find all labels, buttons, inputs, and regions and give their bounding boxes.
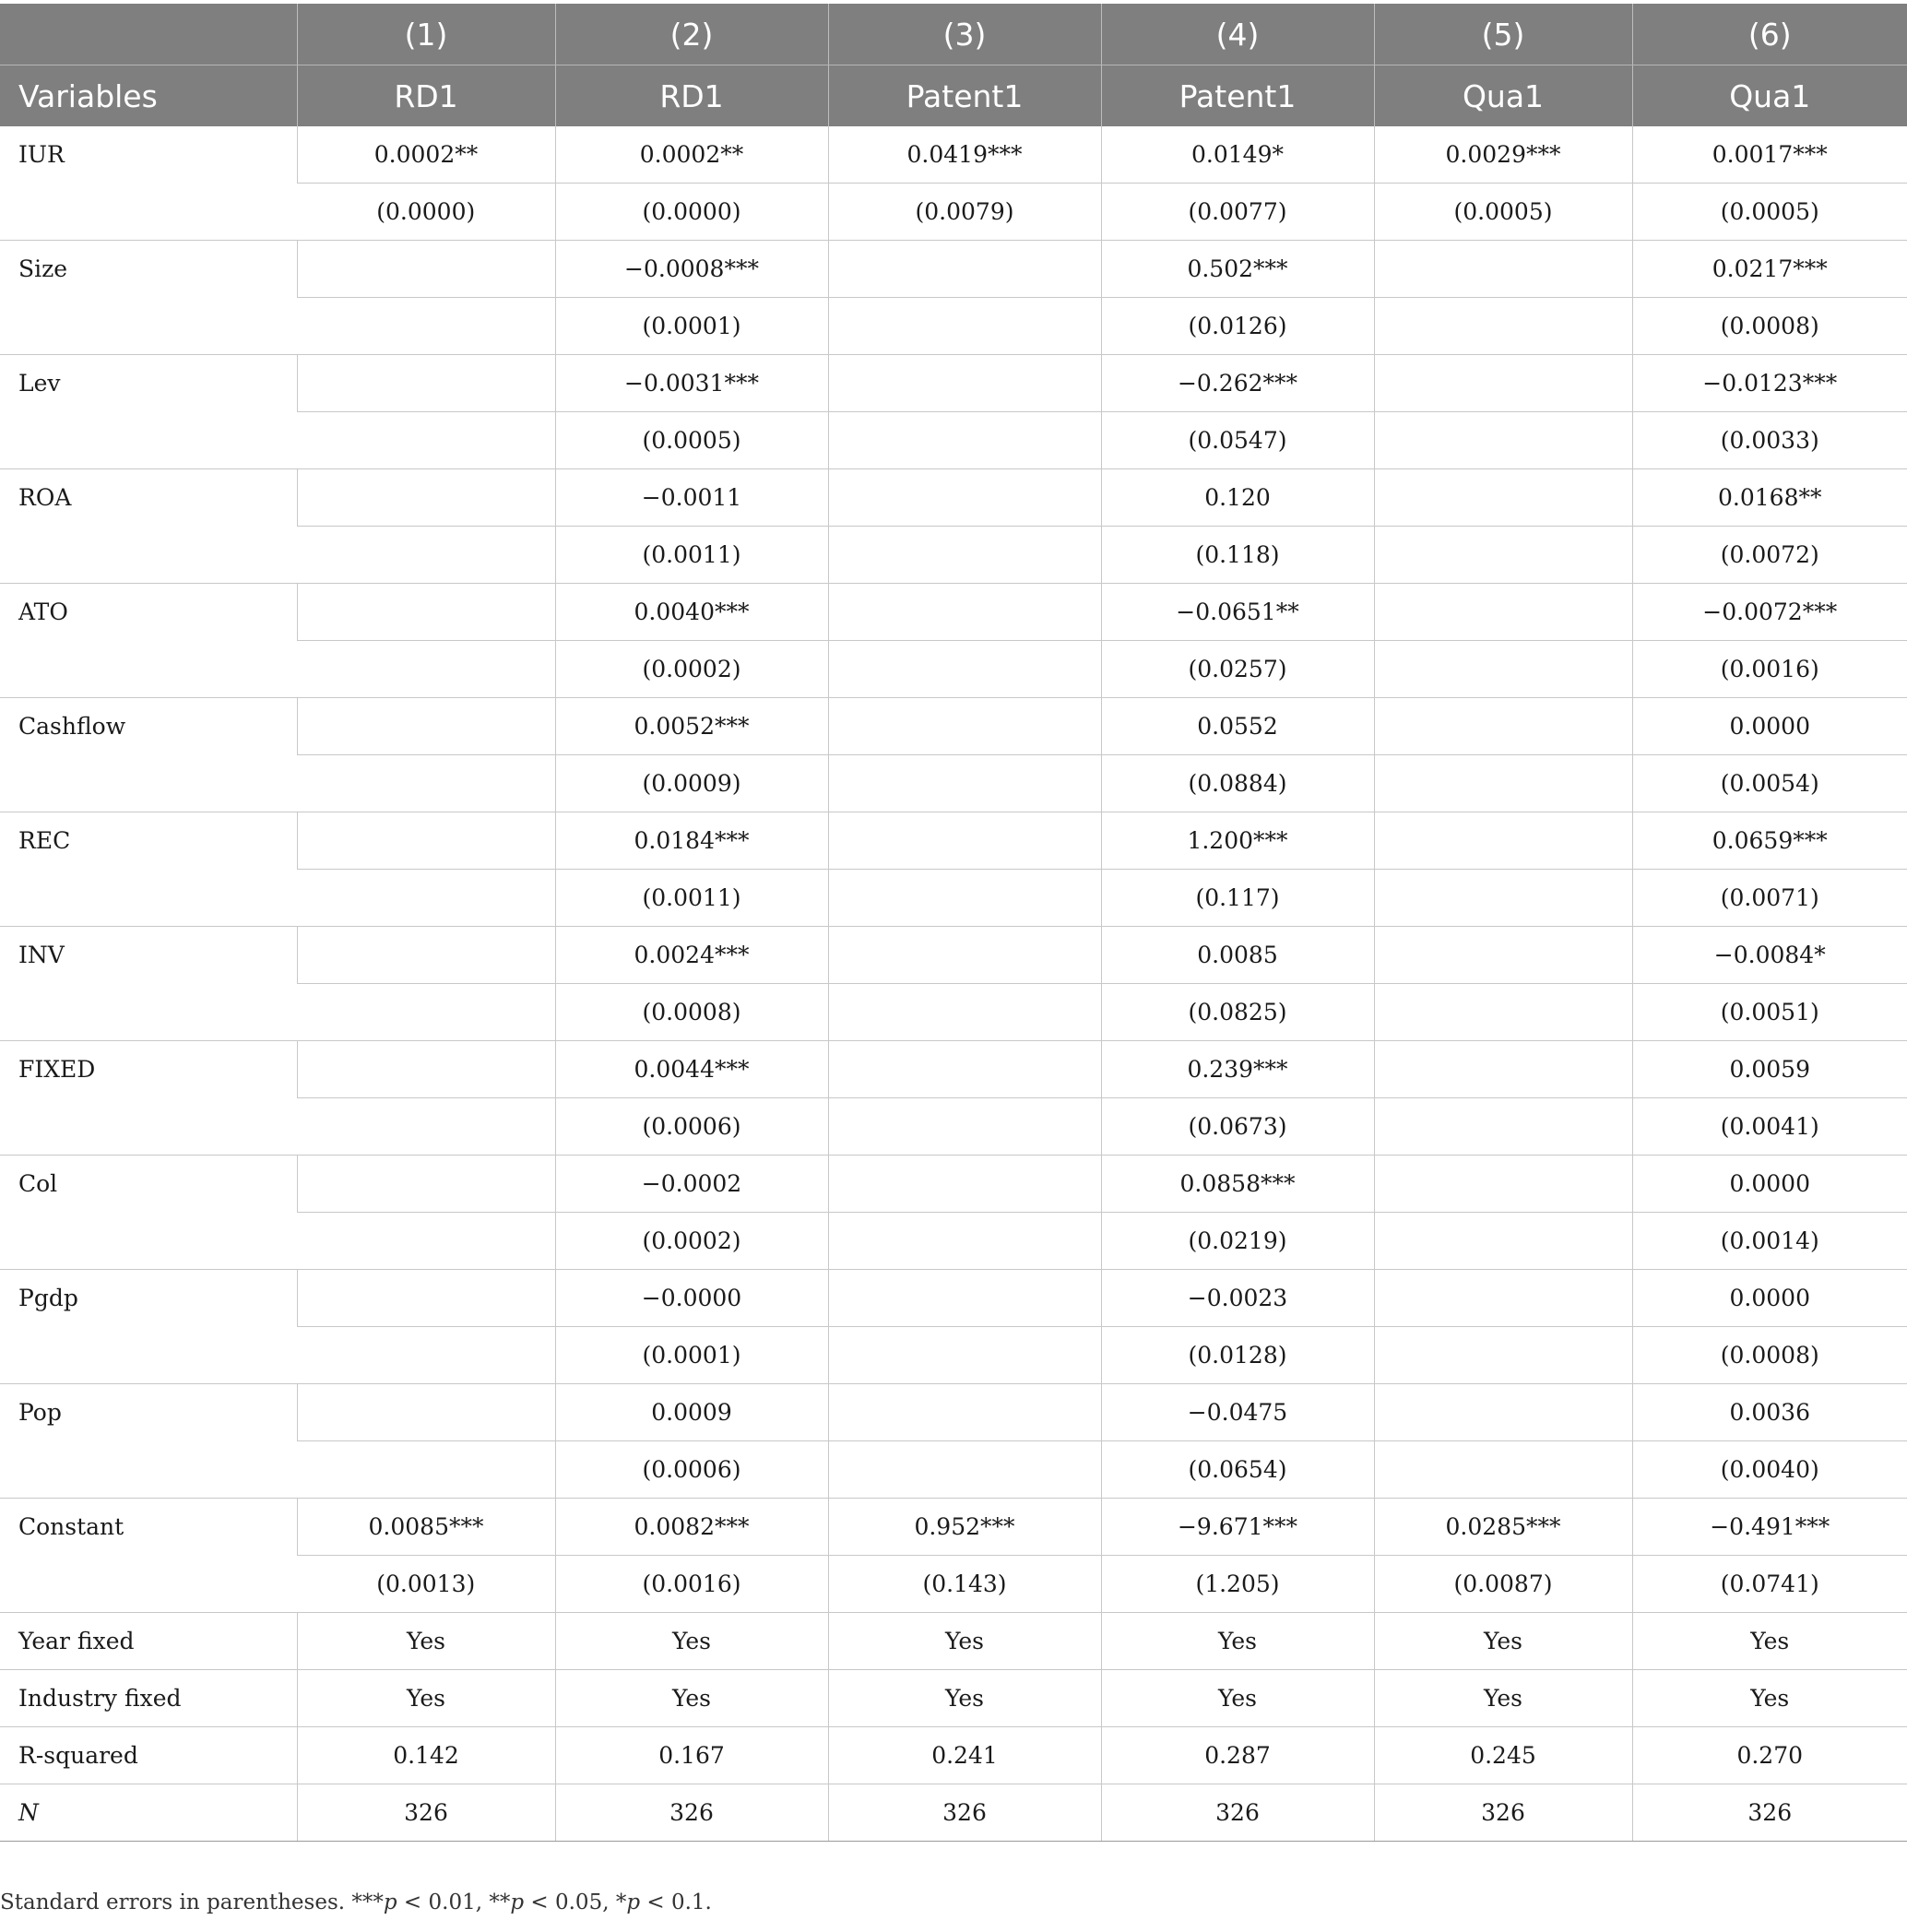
coefficient-cell [1374,927,1632,984]
coefficient-cell [297,1270,555,1327]
standard-error-cell: (0.0005) [1374,184,1632,241]
standard-error-cell: (0.0126) [1101,298,1374,355]
standard-error-cell [297,984,555,1041]
coefficient-cell: −9.671*** [1101,1499,1374,1556]
coefficient-cell [1374,1041,1632,1098]
summary-row-label: Year fixed [0,1613,297,1670]
coefficient-cell: −0.0002 [555,1156,828,1213]
standard-error-cell: (0.0257) [1101,641,1374,698]
coefficient-row [0,1384,1907,1441]
standard-error-cell [1374,298,1632,355]
standard-error-cell: (0.0002) [555,1213,828,1270]
coefficient-cell [297,1156,555,1213]
coefficient-cell: 0.0552 [1101,698,1374,755]
summary-row [0,1613,1907,1670]
coefficient-cell [297,241,555,298]
standard-error-cell [828,984,1101,1041]
standard-error-cell [297,870,555,927]
standard-error-cell: (0.0002) [555,641,828,698]
standard-error-cell: (0.0005) [1632,184,1907,241]
summary-value-cell: Yes [1374,1613,1632,1670]
table-header [0,4,1907,126]
coefficient-row [0,1041,1907,1098]
coefficient-cell: −0.0011 [555,469,828,527]
header-col-name: Patent1 [828,65,1101,127]
standard-error-cell: (0.0011) [555,870,828,927]
standard-error-cell [828,1441,1101,1499]
standard-error-cell [1374,1327,1632,1384]
coefficient-row [0,1499,1907,1556]
summary-value-cell: 326 [555,1784,828,1842]
header-col-number: (1) [297,4,555,65]
variable-name: Constant [0,1499,297,1613]
coefficient-cell: 0.239*** [1101,1041,1374,1098]
standard-error-cell [828,755,1101,812]
coefficient-cell: 0.0029*** [1374,126,1632,184]
standard-error-cell [297,755,555,812]
variable-name: Pop [0,1384,297,1499]
coefficient-row [0,584,1907,641]
standard-error-cell: (0.0040) [1632,1441,1907,1499]
coefficient-cell: 0.0036 [1632,1384,1907,1441]
coefficient-cell [828,698,1101,755]
standard-error-cell [1374,870,1632,927]
standard-error-cell: (0.0016) [555,1556,828,1613]
standard-error-cell: (0.0041) [1632,1098,1907,1156]
coefficient-cell [297,355,555,412]
standard-error-cell: (0.0071) [1632,870,1907,927]
standard-error-cell: (0.0128) [1101,1327,1374,1384]
coefficient-row [0,927,1907,984]
coefficient-cell: 0.0002** [555,126,828,184]
standard-error-cell [297,412,555,469]
standard-error-cell: (0.143) [828,1556,1101,1613]
summary-value-cell: 0.270 [1632,1727,1907,1784]
header-col-name: Qua1 [1632,65,1907,127]
coefficient-cell: 0.0419*** [828,126,1101,184]
standard-error-cell: (0.0013) [297,1556,555,1613]
summary-row [0,1670,1907,1727]
standard-error-cell: (0.0884) [1101,755,1374,812]
coefficient-cell [828,812,1101,870]
standard-error-cell: (0.0008) [1632,1327,1907,1384]
coefficient-cell: 0.0082*** [555,1499,828,1556]
summary-value-cell: 0.241 [828,1727,1101,1784]
standard-error-cell: (0.0011) [555,527,828,584]
standard-error-cell [828,527,1101,584]
summary-value-cell: Yes [1632,1613,1907,1670]
coefficient-row [0,355,1907,412]
coefficient-row [0,1270,1907,1327]
summary-value-cell: Yes [1374,1670,1632,1727]
summary-value-cell: 0.287 [1101,1727,1374,1784]
standard-error-cell [297,1441,555,1499]
coefficient-cell: −0.0123*** [1632,355,1907,412]
footnote-threshold: < 0.1. [640,1891,712,1914]
coefficient-cell [297,469,555,527]
standard-error-cell [1374,641,1632,698]
coefficient-cell: 0.0024*** [555,927,828,984]
coefficient-cell: 0.0000 [1632,1270,1907,1327]
coefficient-cell [828,1384,1101,1441]
standard-error-cell [1374,1098,1632,1156]
coefficient-row [0,241,1907,298]
summary-value-cell: Yes [555,1613,828,1670]
coefficient-cell: 0.0040*** [555,584,828,641]
header-col-number: (2) [555,4,828,65]
standard-error-cell: (0.0077) [1101,184,1374,241]
standard-error-cell [828,641,1101,698]
coefficient-cell: −0.0084* [1632,927,1907,984]
standard-error-cell: (0.0006) [555,1441,828,1499]
footnote-p-symbol: p [383,1891,397,1914]
coefficient-cell: −0.0651** [1101,584,1374,641]
table-footnote [0,1891,712,1914]
coefficient-cell [1374,1270,1632,1327]
coefficient-cell [828,1041,1101,1098]
coefficient-cell [828,1156,1101,1213]
summary-value-cell: Yes [1101,1613,1374,1670]
standard-error-cell [297,527,555,584]
standard-error-cell: (0.0033) [1632,412,1907,469]
coefficient-cell: −0.491*** [1632,1499,1907,1556]
regression-table [0,4,1907,1842]
variable-name: IUR [0,126,297,241]
regression-table-container [0,4,1907,1842]
coefficient-cell: −0.0031*** [555,355,828,412]
header-variables-label: Variables [0,65,297,127]
standard-error-cell [1374,527,1632,584]
coefficient-cell: 0.0052*** [555,698,828,755]
coefficient-cell [1374,698,1632,755]
coefficient-cell [1374,1384,1632,1441]
coefficient-cell [297,1384,555,1441]
summary-value-cell: Yes [828,1670,1101,1727]
standard-error-cell: (0.0547) [1101,412,1374,469]
standard-error-cell [828,298,1101,355]
summary-value-cell: Yes [297,1613,555,1670]
standard-error-cell: (0.0016) [1632,641,1907,698]
header-col-number: (4) [1101,4,1374,65]
standard-error-cell: (0.0072) [1632,527,1907,584]
header-col-name: RD1 [555,65,828,127]
summary-value-cell: Yes [1101,1670,1374,1727]
coefficient-row [0,469,1907,527]
summary-value-cell: Yes [297,1670,555,1727]
summary-value-cell: 0.142 [297,1727,555,1784]
standard-error-cell: (0.0014) [1632,1213,1907,1270]
footnote-threshold: < 0.01, ** [397,1891,511,1914]
standard-error-cell: (0.0654) [1101,1441,1374,1499]
coefficient-cell [828,1270,1101,1327]
summary-value-cell: 0.167 [555,1727,828,1784]
coefficient-cell: 0.502*** [1101,241,1374,298]
footnote-p-symbol: p [626,1891,641,1914]
coefficient-cell: 0.0168** [1632,469,1907,527]
standard-error-cell [828,1327,1101,1384]
standard-error-cell: (0.0825) [1101,984,1374,1041]
standard-error-cell: (0.0051) [1632,984,1907,1041]
variable-name: INV [0,927,297,1041]
coefficient-cell: 0.0184*** [555,812,828,870]
coefficient-cell [828,241,1101,298]
variable-name: Col [0,1156,297,1270]
coefficient-cell: 0.0858*** [1101,1156,1374,1213]
coefficient-cell: 0.0000 [1632,698,1907,755]
header-row-column-names [0,65,1907,127]
coefficient-cell [1374,355,1632,412]
standard-error-cell: (0.118) [1101,527,1374,584]
coefficient-cell [1374,469,1632,527]
header-col-number: (3) [828,4,1101,65]
summary-row [0,1784,1907,1842]
coefficient-cell: −0.0023 [1101,1270,1374,1327]
header-col-name: Patent1 [1101,65,1374,127]
standard-error-cell [297,1327,555,1384]
standard-error-cell: (0.0009) [555,755,828,812]
summary-row [0,1727,1907,1784]
coefficient-cell: −0.0008*** [555,241,828,298]
coefficient-cell: 0.0009 [555,1384,828,1441]
standard-error-cell [1374,984,1632,1041]
standard-error-cell [828,1213,1101,1270]
coefficient-cell: 0.0017*** [1632,126,1907,184]
summary-row-label: R-squared [0,1727,297,1784]
standard-error-cell [297,641,555,698]
header-col-name: Qua1 [1374,65,1632,127]
coefficient-cell: 0.0217*** [1632,241,1907,298]
coefficient-row [0,126,1907,184]
standard-error-cell: (0.0219) [1101,1213,1374,1270]
variable-name: REC [0,812,297,927]
coefficient-cell [297,927,555,984]
standard-error-cell [297,1213,555,1270]
coefficient-cell [297,584,555,641]
coefficient-cell [1374,241,1632,298]
variable-name: ATO [0,584,297,698]
summary-value-cell: 0.245 [1374,1727,1632,1784]
summary-value-cell: 326 [1632,1784,1907,1842]
header-col-number: (6) [1632,4,1907,65]
table-body [0,126,1907,1842]
summary-value-cell: 326 [1374,1784,1632,1842]
variable-name: ROA [0,469,297,584]
standard-error-cell [828,870,1101,927]
coefficient-cell: 0.0085 [1101,927,1374,984]
variable-name: Size [0,241,297,355]
coefficient-cell: 0.0085*** [297,1499,555,1556]
variable-name: Cashflow [0,698,297,812]
coefficient-cell [297,698,555,755]
standard-error-cell: (0.0001) [555,1327,828,1384]
header-row-column-numbers [0,4,1907,65]
coefficient-cell: −0.262*** [1101,355,1374,412]
coefficient-cell: 0.952*** [828,1499,1101,1556]
standard-error-cell: (0.0000) [297,184,555,241]
standard-error-cell: (0.0054) [1632,755,1907,812]
coefficient-row [0,698,1907,755]
header-col-number: (5) [1374,4,1632,65]
header-corner-empty [0,4,297,65]
standard-error-cell: (0.0000) [555,184,828,241]
summary-value-cell: Yes [828,1613,1101,1670]
coefficient-cell [1374,812,1632,870]
standard-error-cell [1374,1441,1632,1499]
coefficient-cell: 0.0659*** [1632,812,1907,870]
standard-error-cell: (0.0008) [1632,298,1907,355]
coefficient-cell: 0.0149* [1101,126,1374,184]
coefficient-cell: 0.0000 [1632,1156,1907,1213]
standard-error-cell: (0.117) [1101,870,1374,927]
footnote-p-symbol: p [510,1891,525,1914]
variable-name: Pgdp [0,1270,297,1384]
standard-error-cell: (0.0008) [555,984,828,1041]
standard-error-cell: (0.0741) [1632,1556,1907,1613]
coefficient-cell: 0.120 [1101,469,1374,527]
summary-row-label: N [0,1784,297,1842]
coefficient-cell [1374,584,1632,641]
standard-error-cell [828,1098,1101,1156]
standard-error-cell [1374,412,1632,469]
coefficient-row [0,812,1907,870]
standard-error-cell [1374,755,1632,812]
coefficient-cell: 0.0059 [1632,1041,1907,1098]
standard-error-cell: (0.0087) [1374,1556,1632,1613]
standard-error-cell: (0.0079) [828,184,1101,241]
footnote-lead: Standard errors in parentheses. *** [0,1891,384,1914]
coefficient-cell [1374,1156,1632,1213]
coefficient-cell: −0.0475 [1101,1384,1374,1441]
coefficient-cell: 0.0285*** [1374,1499,1632,1556]
coefficient-cell: 1.200*** [1101,812,1374,870]
summary-row-label: Industry fixed [0,1670,297,1727]
footnote-threshold: < 0.05, * [524,1891,627,1914]
standard-error-cell [828,412,1101,469]
standard-error-cell [297,298,555,355]
coefficient-cell [297,1041,555,1098]
variable-name: FIXED [0,1041,297,1156]
standard-error-cell: (0.0001) [555,298,828,355]
coefficient-cell [828,355,1101,412]
standard-error-cell: (0.0005) [555,412,828,469]
coefficient-cell [828,927,1101,984]
coefficient-cell: 0.0002** [297,126,555,184]
standard-error-cell: (1.205) [1101,1556,1374,1613]
standard-error-cell [297,1098,555,1156]
summary-value-cell: Yes [1632,1670,1907,1727]
standard-error-cell: (0.0673) [1101,1098,1374,1156]
coefficient-cell: 0.0044*** [555,1041,828,1098]
coefficient-cell [828,469,1101,527]
summary-value-cell: 326 [828,1784,1101,1842]
header-col-name: RD1 [297,65,555,127]
summary-value-cell: 326 [297,1784,555,1842]
summary-value-cell: 326 [1101,1784,1374,1842]
coefficient-cell: −0.0072*** [1632,584,1907,641]
coefficient-cell: −0.0000 [555,1270,828,1327]
standard-error-cell [1374,1213,1632,1270]
coefficient-cell [828,584,1101,641]
summary-value-cell: Yes [555,1670,828,1727]
coefficient-cell [297,812,555,870]
standard-error-cell: (0.0006) [555,1098,828,1156]
coefficient-row [0,1156,1907,1213]
variable-name: Lev [0,355,297,469]
